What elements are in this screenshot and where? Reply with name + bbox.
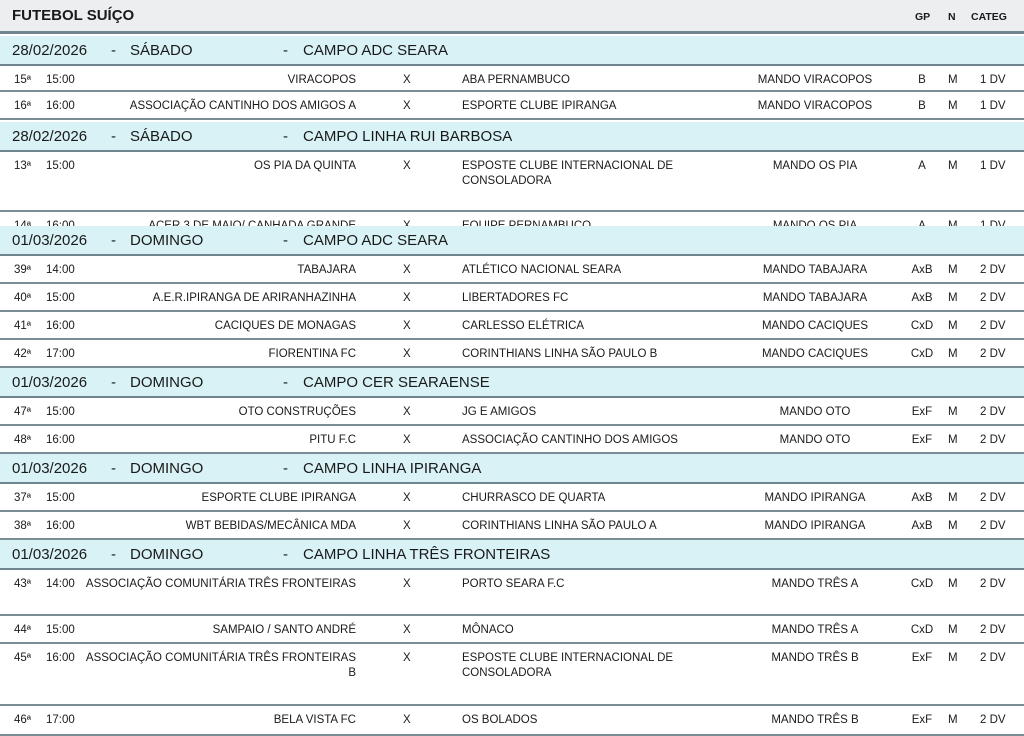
away-team: ESPOSTE CLUBE INTERNACIONAL DE CONSOLADORA: [462, 160, 674, 187]
n-value: M: [948, 520, 958, 532]
page-title: FUTEBOL SUÍÇO: [12, 7, 135, 24]
section-date: 01/03/2026: [12, 232, 88, 249]
away-team: ESPOSTE CLUBE INTERNACIONAL DE CONSOLADORA: [462, 652, 674, 679]
section-field: CAMPO LINHA IPIRANGA: [303, 460, 482, 477]
versus-mark: X: [403, 624, 411, 636]
mando-value: MANDO TRÊS A: [771, 624, 859, 636]
category-value: 2 DV: [980, 624, 1006, 636]
home-team: CACIQUES DE MONAGAS: [214, 320, 356, 332]
group-value: B: [918, 74, 926, 86]
table-row: [0, 256, 1024, 284]
n-value: M: [948, 348, 958, 360]
mando-value: MANDO OTO: [779, 434, 851, 446]
column-header-categ: CATEG: [971, 11, 1007, 23]
game-time: 15:00: [46, 492, 75, 504]
table-row: [0, 644, 1024, 706]
group-value: AxB: [911, 520, 933, 532]
group-value: B: [918, 100, 926, 112]
versus-mark: X: [403, 74, 411, 86]
section-dash: -: [283, 460, 288, 477]
n-value: M: [948, 160, 958, 172]
category-value: 2 DV: [980, 578, 1006, 590]
table-row: [0, 512, 1024, 540]
category-value: 2 DV: [980, 292, 1006, 304]
away-team: ASSOCIAÇÃO CANTINHO DOS AMIGOS: [462, 434, 678, 446]
section-day: DOMINGO: [130, 232, 204, 249]
game-number: 43ª: [14, 578, 32, 590]
section-dash: -: [111, 460, 116, 477]
group-value: ExF: [911, 652, 933, 664]
section-day: DOMINGO: [130, 460, 204, 477]
game-time: 15:00: [46, 406, 75, 418]
away-team: CORINTHIANS LINHA SÃO PAULO B: [462, 348, 658, 360]
table-row: [0, 426, 1024, 454]
versus-mark: X: [403, 160, 411, 172]
table-row: [0, 484, 1024, 512]
section-header: [0, 368, 1024, 398]
table-row: [0, 92, 1024, 120]
home-team: A.E.R.IPIRANGA DE ARIRANHAZINHA: [152, 292, 356, 304]
group-value: A: [918, 160, 926, 172]
mando-value: MANDO IPIRANGA: [764, 492, 866, 504]
section-field: CAMPO ADC SEARA: [303, 42, 449, 59]
game-number: 45ª: [14, 652, 32, 664]
category-value: 1 DV: [980, 160, 1006, 172]
mando-value: MANDO CACIQUES: [761, 320, 869, 332]
section-header: [0, 122, 1024, 152]
category-value: 2 DV: [980, 520, 1006, 532]
home-team: WBT BEBIDAS/MECÂNICA MDA: [185, 520, 356, 532]
mando-value: MANDO VIRACOPOS: [757, 74, 873, 86]
game-time: 16:00: [46, 434, 75, 446]
group-value: ExF: [911, 714, 933, 726]
table-row: [0, 312, 1024, 340]
game-time: 14:00: [46, 578, 75, 590]
home-team: OS PIA DA QUINTA: [253, 160, 356, 172]
section-day: DOMINGO: [130, 546, 204, 563]
game-time: 16:00: [46, 320, 75, 332]
versus-mark: X: [403, 100, 411, 112]
mando-value: MANDO TABAJARA: [762, 264, 868, 276]
home-team: VIRACOPOS: [287, 74, 356, 86]
game-number: 46ª: [14, 714, 32, 726]
mando-value: MANDO TRÊS B: [771, 714, 859, 726]
home-team: BELA VISTA FC: [273, 714, 356, 726]
game-number: 39ª: [14, 264, 32, 276]
versus-mark: X: [403, 714, 411, 726]
away-team: MÔNACO: [462, 624, 514, 636]
away-team: PORTO SEARA F.C: [462, 578, 565, 590]
mando-value: MANDO CACIQUES: [761, 348, 869, 360]
away-team: JG E AMIGOS: [462, 406, 537, 418]
away-team: CARLESSO ELÉTRICA: [462, 320, 585, 332]
game-time: 15:00: [46, 624, 75, 636]
versus-mark: X: [403, 292, 411, 304]
versus-mark: X: [403, 578, 411, 590]
section-date: 01/03/2026: [12, 460, 88, 477]
section-field: CAMPO ADC SEARA: [303, 232, 449, 249]
away-team: LIBERTADORES FC: [462, 292, 569, 304]
versus-mark: X: [403, 652, 411, 664]
section-date: 28/02/2026: [12, 42, 88, 59]
n-value: M: [948, 74, 958, 86]
section-day: DOMINGO: [130, 374, 204, 391]
home-team: TABAJARA: [297, 264, 356, 276]
mando-value: MANDO IPIRANGA: [764, 520, 866, 532]
table-row: [0, 152, 1024, 212]
game-time: 16:00: [46, 652, 75, 664]
section-header: [0, 226, 1024, 256]
game-number: 13ª: [14, 160, 32, 172]
section-day: SÁBADO: [130, 42, 193, 59]
n-value: M: [948, 714, 958, 726]
section-dash: -: [283, 546, 288, 563]
section-header: [0, 36, 1024, 66]
away-team: ESPORTE CLUBE IPIRANGA: [462, 100, 617, 112]
game-time: 17:00: [46, 348, 75, 360]
mando-value: MANDO VIRACOPOS: [757, 100, 873, 112]
game-number: 42ª: [14, 348, 32, 360]
n-value: M: [948, 624, 958, 636]
game-number: 47ª: [14, 406, 32, 418]
n-value: M: [948, 100, 958, 112]
section-dash: -: [283, 232, 288, 249]
versus-mark: X: [403, 520, 411, 532]
n-value: M: [948, 434, 958, 446]
game-number: 38ª: [14, 520, 32, 532]
section-header: [0, 540, 1024, 570]
versus-mark: X: [403, 264, 411, 276]
n-value: M: [948, 292, 958, 304]
section-header: [0, 454, 1024, 484]
category-value: 2 DV: [980, 406, 1006, 418]
table-row: [0, 340, 1024, 368]
section-dash: -: [111, 128, 116, 145]
category-value: 2 DV: [980, 320, 1006, 332]
game-number: 44ª: [14, 624, 32, 636]
category-value: 2 DV: [980, 652, 1006, 664]
section-field: CAMPO CER SEARAENSE: [303, 374, 490, 391]
section-dash: -: [283, 128, 288, 145]
table-row: [0, 570, 1024, 616]
category-value: 1 DV: [980, 74, 1006, 86]
section-date: 28/02/2026: [12, 128, 88, 145]
category-value: 2 DV: [980, 434, 1006, 446]
category-value: 2 DV: [980, 714, 1006, 726]
category-value: 2 DV: [980, 264, 1006, 276]
title-bar: [0, 0, 1024, 34]
section-field: CAMPO LINHA RUI BARBOSA: [303, 128, 513, 145]
away-team: CHURRASCO DE QUARTA: [462, 492, 606, 504]
home-team: ASSOCIAÇÃO COMUNITÁRIA TRÊS FRONTEIRAS: [85, 578, 356, 590]
group-value: CxD: [910, 578, 934, 590]
home-team: ASSOCIAÇÃO COMUNITÁRIA TRÊS FRONTEIRAS B: [85, 652, 356, 679]
game-time: 15:00: [46, 74, 75, 86]
away-team: OS BOLADOS: [462, 714, 538, 726]
home-team: ASSOCIAÇÃO CANTINHO DOS AMIGOS A: [129, 100, 356, 112]
game-time: 14:00: [46, 264, 75, 276]
group-value: ExF: [911, 406, 933, 418]
n-value: M: [948, 320, 958, 332]
game-number: 15ª: [14, 74, 32, 86]
home-team: FIORENTINA FC: [268, 348, 356, 360]
table-row: [0, 616, 1024, 644]
home-team: OTO CONSTRUÇÕES: [238, 406, 356, 418]
away-team: CORINTHIANS LINHA SÃO PAULO A: [462, 520, 657, 532]
n-value: M: [948, 652, 958, 664]
n-value: M: [948, 406, 958, 418]
n-value: M: [948, 492, 958, 504]
section-dash: -: [111, 42, 116, 59]
versus-mark: X: [403, 348, 411, 360]
mando-value: MANDO OS PIA: [772, 160, 858, 172]
section-date: 01/03/2026: [12, 374, 88, 391]
section-dash: -: [283, 42, 288, 59]
game-number: 37ª: [14, 492, 32, 504]
mando-value: MANDO TRÊS A: [771, 578, 859, 590]
section-day: SÁBADO: [130, 128, 193, 145]
category-value: 1 DV: [980, 100, 1006, 112]
mando-value: MANDO TABAJARA: [762, 292, 868, 304]
column-header-gp: GP: [915, 11, 931, 23]
section-dash: -: [111, 546, 116, 563]
n-value: M: [948, 264, 958, 276]
mando-value: MANDO TRÊS B: [771, 652, 859, 664]
away-team: ABA PERNAMBUCO: [462, 74, 570, 86]
versus-mark: X: [403, 492, 411, 504]
game-time: 16:00: [46, 520, 75, 532]
game-number: 48ª: [14, 434, 32, 446]
versus-mark: X: [403, 434, 411, 446]
section-dash: -: [111, 374, 116, 391]
group-value: CxD: [910, 320, 934, 332]
game-number: 41ª: [14, 320, 32, 332]
mando-value: MANDO OTO: [779, 406, 851, 418]
group-value: AxB: [911, 264, 933, 276]
section-field: CAMPO LINHA TRÊS FRONTEIRAS: [303, 546, 551, 563]
group-value: ExF: [911, 434, 933, 446]
home-team: PITU F.C: [309, 434, 356, 446]
section-date: 01/03/2026: [12, 546, 88, 563]
group-value: CxD: [910, 624, 934, 636]
game-time: 15:00: [46, 160, 75, 172]
group-value: CxD: [910, 348, 934, 360]
table-row: [0, 66, 1024, 92]
category-value: 2 DV: [980, 492, 1006, 504]
section-dash: -: [283, 374, 288, 391]
column-header-n: N: [948, 11, 956, 23]
home-team: ESPORTE CLUBE IPIRANGA: [201, 492, 356, 504]
game-time: 15:00: [46, 292, 75, 304]
home-team: SAMPAIO / SANTO ANDRÉ: [212, 624, 356, 636]
versus-mark: X: [403, 320, 411, 332]
n-value: M: [948, 578, 958, 590]
group-value: AxB: [911, 492, 933, 504]
table-row: [0, 284, 1024, 312]
versus-mark: X: [403, 406, 411, 418]
away-team: ATLÉTICO NACIONAL SEARA: [462, 264, 622, 276]
game-time: 17:00: [46, 714, 75, 726]
section-dash: -: [111, 232, 116, 249]
category-value: 2 DV: [980, 348, 1006, 360]
game-number: 16ª: [14, 100, 32, 112]
group-value: AxB: [911, 292, 933, 304]
game-time: 16:00: [46, 100, 75, 112]
table-row: [0, 398, 1024, 426]
table-row: [0, 706, 1024, 736]
game-number: 40ª: [14, 292, 32, 304]
